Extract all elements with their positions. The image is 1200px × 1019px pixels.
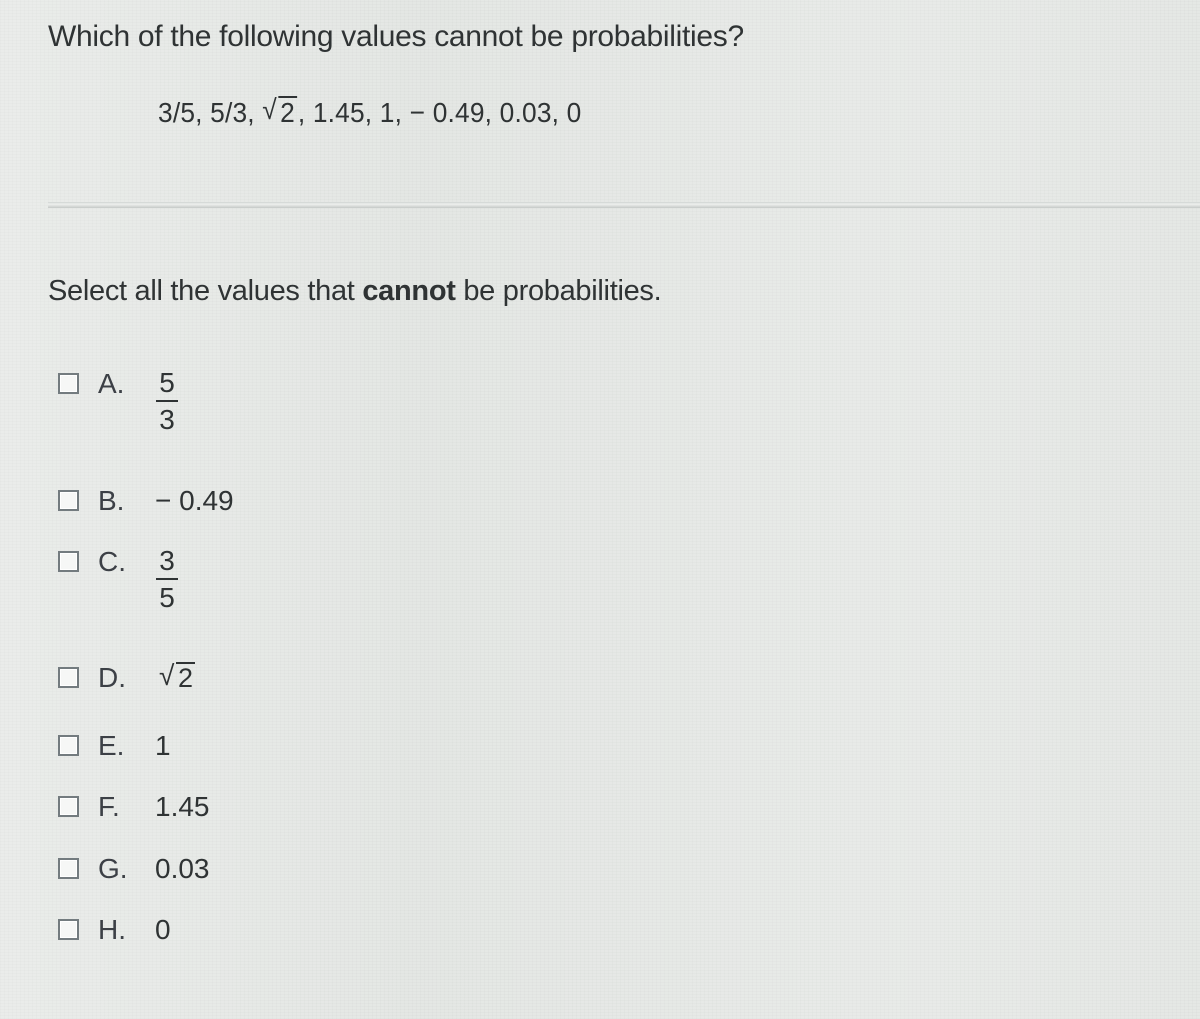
question-text: Which of the following values cannot be probabilities? — [48, 20, 744, 53]
option-c-fraction — [155, 546, 179, 613]
option-e-checkbox[interactable] — [58, 735, 79, 756]
answer-instruction — [48, 275, 661, 308]
option-b-checkbox[interactable] — [58, 490, 79, 511]
instruction-emphasis: cannot — [362, 275, 456, 307]
option-c-letter: C. — [98, 546, 126, 577]
option-a-fraction — [155, 368, 179, 435]
instruction-prefix: Select all the values that — [48, 275, 363, 307]
given-values — [158, 96, 581, 129]
option-h-letter: H. — [98, 914, 126, 945]
given-values-end: , 1.45, 1, − 0.49, 0.03, 0 — [297, 97, 582, 128]
instruction-suffix: be probabilities. — [455, 275, 662, 307]
option-a-letter: A. — [98, 368, 125, 399]
option-g-letter: G. — [98, 853, 128, 884]
square-root-value — [262, 96, 297, 129]
given-values-start: 3/5, 5/3, — [158, 97, 263, 128]
option-f-value: 1.45 — [155, 791, 210, 822]
option-e-value: 1 — [155, 730, 171, 761]
option-f-letter: F. — [98, 791, 120, 822]
option-a-fraction-bar — [156, 400, 178, 402]
option-d-radicand: 2 — [178, 663, 194, 693]
option-e-letter: E. — [98, 730, 125, 761]
option-d-checkbox[interactable] — [58, 667, 79, 688]
square-root-radicand: 2 — [280, 97, 296, 128]
section-divider — [48, 202, 1200, 208]
option-c-checkbox[interactable] — [58, 551, 79, 572]
option-a-numerator: 5 — [159, 367, 175, 398]
option-c-denominator: 5 — [159, 582, 175, 613]
option-d-letter: D. — [98, 662, 126, 693]
option-d-square-root — [159, 662, 195, 694]
option-h-value: 0 — [155, 914, 171, 945]
option-c-fraction-bar — [156, 578, 178, 580]
option-c-numerator: 3 — [159, 545, 175, 576]
option-a-checkbox[interactable] — [58, 373, 79, 394]
option-b-value: − 0.49 — [155, 485, 234, 516]
option-h-checkbox[interactable] — [58, 919, 79, 940]
option-f-checkbox[interactable] — [58, 796, 79, 817]
option-b-letter: B. — [98, 485, 125, 516]
option-a-denominator: 3 — [159, 404, 175, 435]
option-g-value: 0.03 — [155, 853, 210, 884]
option-g-checkbox[interactable] — [58, 858, 79, 879]
